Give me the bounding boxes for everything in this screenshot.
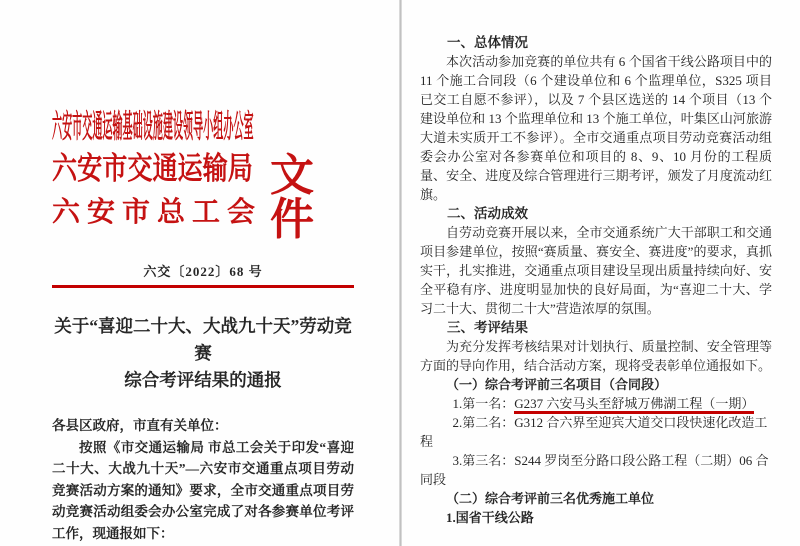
winner-category-item: 1.国省干线公路 [446,510,534,525]
issuer-line-2: 六安市交通运输局 [52,151,253,186]
issuer-line-3: 六安市总工会 [52,197,263,228]
section-1-paragraph: 本次活动参加竞赛的单位共有 6 个国省干线公路项目中的 11 个施工合同段（6 个建设单位和 6 个监理单位，S325 项目已交工自愿不参评），以及 7 个县区选送的 14 个项目（13 个建设单位和 13 个监理单位和 13 个施工单位，叶集区山河旅游大道未实质开工不参评）。全市交通重点项目劳动竞赛活动组委会办公室对各参赛单位和项目的 8、9、10 月份的工程质量、安全、进度及综合管理进行三期考评，颁发了月度流动红旗。 [420,54,772,202]
document-title [52,313,354,394]
subsection-1-heading: （一）综合考评前三名项目（合同段） [446,377,668,392]
document-title-line-2: 综合考评结果的通报 [124,370,282,390]
salutation: 各县区政府，市直有关单位： [52,418,228,433]
intro-paragraph: 按照《市交通运输局 市总工会关于印发“喜迎二十大、大战九十天”—六安市交通重点项目劳动竞赛活动方案的通知》要求，全市交通重点项目劳动竞赛活动组委会办公室完成了对各参赛单位考评工作，现通报如下： [52,439,354,541]
section-2-paragraph: 自劳动竞赛开展以来，全市交通系统广大干部职工和交通项目参建单位，按照“赛质量、赛安全、赛进度”的要求，真抓实干，扎实推进，交通重点项目建设呈现出质量持续向好、安全平稳有序、进度明显加快的良好局面，为“喜迎二十大、学习二十大、贯彻二十大”营造浓厚的氛围。 [420,225,772,316]
rank-1-prefix: 1.第一名： [452,396,515,411]
issuer-line-1: 六安市交通运输基础设施建设领导小组办公室 [52,108,254,144]
section-3-heading: 三、考评结果 [447,320,528,335]
rank-1-underlined-text: G237 六安马头至舒城万佛湖工程（一期） [514,396,754,414]
section-2-heading: 二、活动成效 [447,206,528,221]
section-1-heading: 一、总体情况 [447,35,528,50]
doc-number: 六交〔2022〕68 号 [143,264,263,279]
red-separator-line [52,285,354,288]
left-page-content [52,0,354,544]
letterhead [52,108,354,244]
rank-1-item [420,394,772,413]
document-title-line-1: 关于“喜迎二十大、大战九十天”劳动竞赛 [54,316,352,363]
subsection-2-heading: （二）综合考评前三名优秀施工单位 [446,491,655,506]
rank-3-item: 3.第三名：S244 罗岗至分路口段公路工程（二期）06 合同段 [420,453,769,487]
section-3-paragraph: 为充分发挥考核结果对计划执行、质量控制、安全管理等方面的导向作用，结合活动方案，现将受表彰单位通报如下。 [420,339,772,373]
right-page [402,0,800,546]
left-page [0,0,399,546]
document-type-mark: 文件 [270,151,314,244]
rank-2-item: 2.第二名：G312 合六界至迎宾大道交口段快速化改造工程 [420,415,768,449]
left-page-body [52,415,354,544]
